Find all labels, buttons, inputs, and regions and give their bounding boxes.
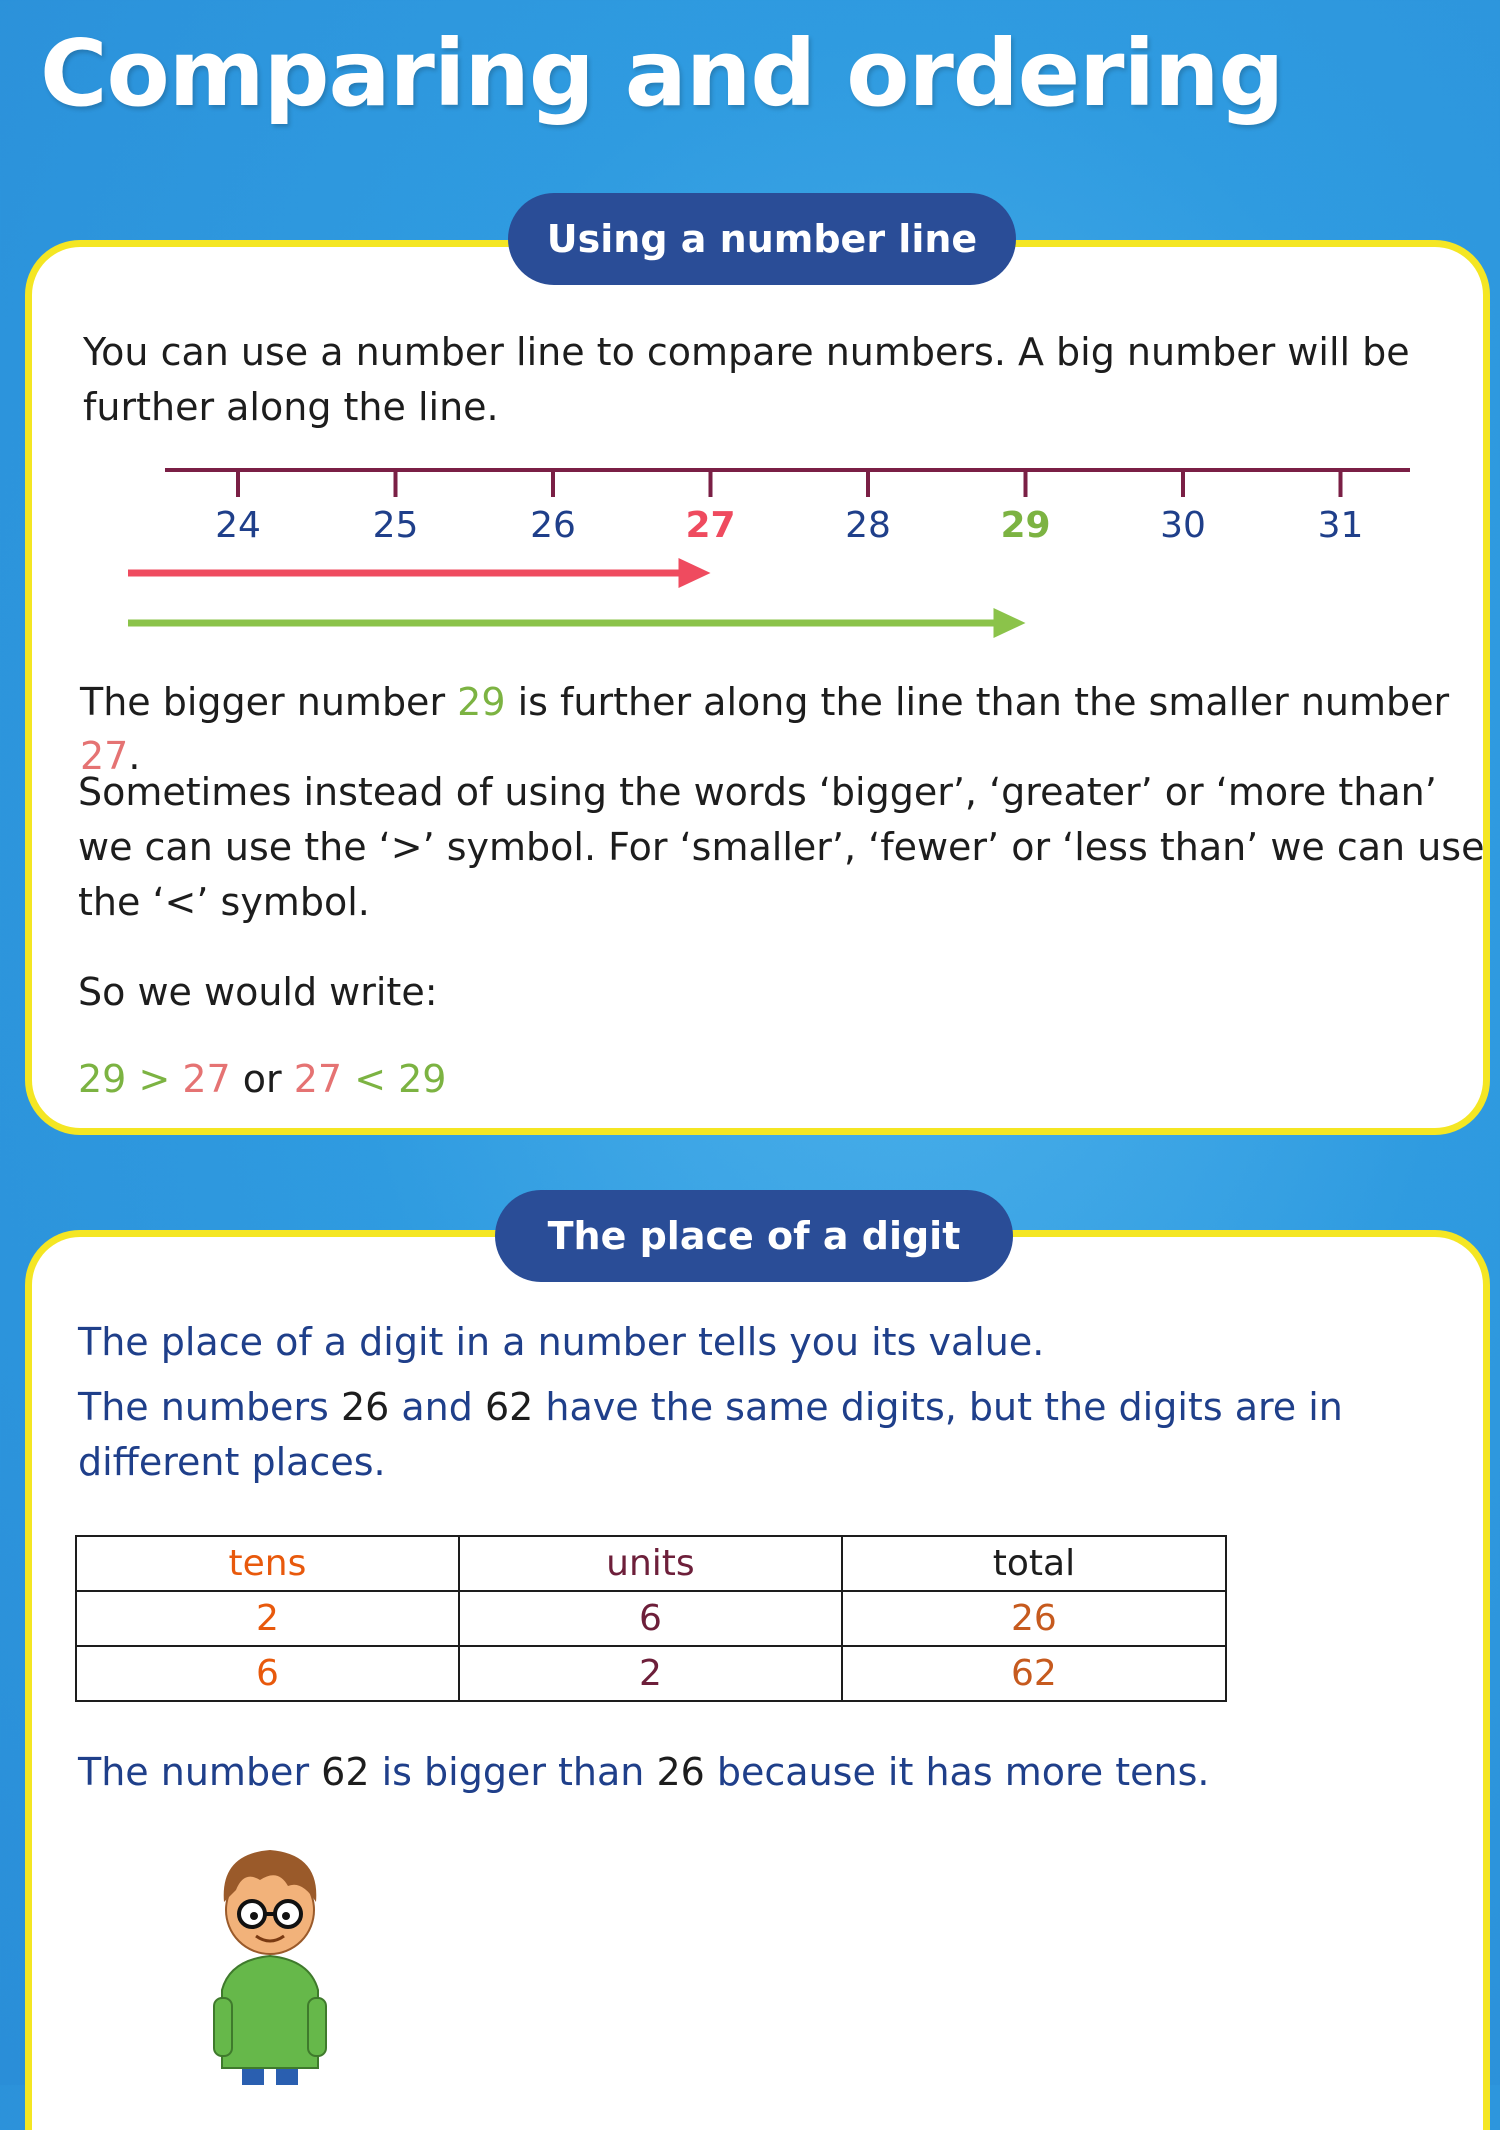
conclusion-post: because it has more tens. [704,1750,1210,1794]
conclusion-sentence [78,1745,1209,1799]
place-line-2-mid: and [389,1385,485,1429]
write-label: So we would write: [78,970,438,1014]
comparison-big-number: 29 [457,680,506,724]
header-units: units [459,1536,842,1591]
symbol-line-3: the ‘<’ symbol. [78,880,370,924]
table-row [76,1646,1226,1701]
conclusion-number-62: 62 [321,1750,370,1794]
tick-label: 28 [845,505,891,546]
place-number-62: 62 [484,1385,534,1429]
cell-total: 26 [842,1591,1226,1646]
conclusion-mid: is bigger than [369,1750,657,1794]
cell-total: 62 [842,1646,1226,1701]
expr-b: 27 [182,1057,231,1101]
comparison-expression [78,1052,446,1106]
red-arrow-head [679,558,711,588]
intro-line-2: further along the line. [83,385,499,429]
place-line-1: The place of a digit in a number tells you its value. [78,1320,1045,1364]
tick-label: 27 [685,505,736,546]
header-total: total [842,1536,1226,1591]
intro-line-1: You can use a number line to compare numbers. A big number will be [83,330,1410,374]
place-line-2-pre: The numbers [78,1385,341,1429]
number-line-figure [120,455,1420,655]
comparison-pre: The bigger number [80,680,458,724]
expr-c: 27 [293,1057,343,1101]
cell-tens: 6 [76,1646,459,1701]
number-line-ticks [215,470,1363,546]
table-row [76,1591,1226,1646]
table-header-row [76,1536,1226,1591]
page-title: Comparing and ordering [40,20,1284,127]
boy-illustration [200,1830,340,2085]
tick-label: 29 [1000,505,1051,546]
tick-label: 31 [1317,505,1364,546]
comparison-small-number: 27 [80,734,129,778]
cell-tens: 2 [76,1591,459,1646]
expr-lt: < [342,1057,399,1101]
number-line-arrows [128,558,1026,638]
conclusion-number-26: 26 [656,1750,705,1794]
expr-a: 29 [78,1057,127,1101]
section-heading-number-line: Using a number line [508,193,1016,285]
tick-label: 24 [215,505,261,546]
symbol-line-2: we can use the ‘>’ symbol. For ‘smaller’, ‘fewer’ or ‘less than’ we can use [78,825,1485,869]
green-arrow-head [994,608,1026,638]
cell-units: 6 [459,1591,842,1646]
comparison-mid: is further along the line than the smaller number [505,680,1450,724]
expr-gt: > [126,1057,183,1101]
place-line-2-post: have the same digits, but the digits are in [533,1385,1343,1429]
expr-d: 29 [398,1057,447,1101]
place-line-2 [78,1380,1343,1434]
tick-label: 25 [372,505,419,546]
header-tens: tens [76,1536,459,1591]
section-heading-place-value: The place of a digit [495,1190,1013,1282]
place-value-table [75,1535,1227,1702]
place-line-3: different places. [78,1440,386,1484]
expr-or: or [230,1057,294,1101]
tick-label: 30 [1160,505,1206,546]
tick-label: 26 [530,505,576,546]
symbol-line-1: Sometimes instead of using the words ‘bigger’, ‘greater’ or ‘more than’ [78,770,1437,814]
place-number-26: 26 [340,1385,390,1429]
conclusion-pre: The number [78,1750,322,1794]
cell-units: 2 [459,1646,842,1701]
comparison-end: . [128,734,141,778]
